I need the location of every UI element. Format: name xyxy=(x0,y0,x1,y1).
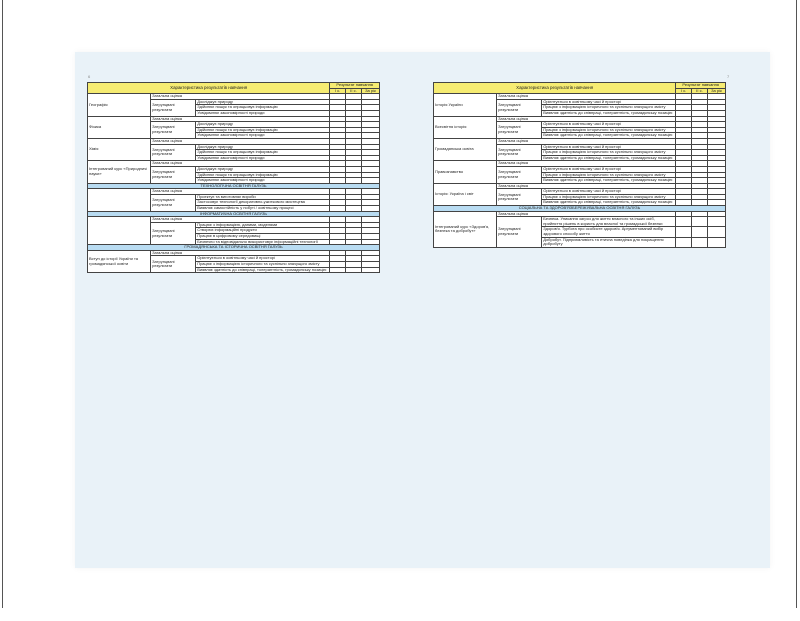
grouped-results-label: Затрупцвані результати xyxy=(151,99,196,116)
subject-name: Правознавство xyxy=(434,161,497,183)
result-description: Безпечно та відповідально використовує інформаційні технології xyxy=(196,239,330,245)
result-description: Здійснює пошук та опрацьовує інформацію xyxy=(196,172,330,178)
grade-cell[interactable] xyxy=(676,217,692,227)
result-description: Працює в цифровому середовищі xyxy=(196,234,330,240)
result-description: Здійснює пошук та опрацьовує інформацію xyxy=(196,127,330,133)
general-assessment-label: Загальна оцінка xyxy=(151,94,330,100)
subject-name xyxy=(88,217,151,245)
result-description: Виявляє здатність до співпраці, толерантність, громадянську позицію xyxy=(542,200,676,206)
grade-cell[interactable] xyxy=(361,267,379,273)
section-title: СОЦІАЛЬНА ТА ЗДОРОВ'ЯЗБЕРЕЖУВАЛЬНА ОСВІТНЯ ГАЛУЗЬ xyxy=(434,206,726,212)
result-description: Проектує та виготовляє вироби xyxy=(196,194,330,200)
grouped-results-label: Затрупцвані результати xyxy=(497,217,542,248)
result-description: Орієнтується в освітньому часі й просторі xyxy=(542,99,676,105)
result-description: Усвідомлює закономірності природи xyxy=(196,133,330,139)
grade-cell[interactable] xyxy=(346,267,362,273)
result-description: Орієнтується в освітньому часі й просторі xyxy=(196,256,330,262)
table-header-col: II с. xyxy=(346,88,362,94)
result-description: Орієнтується в освітньому часі й просторі xyxy=(542,166,676,172)
table-header-title: Характеристика результатів навчання xyxy=(434,83,676,94)
table-header-col: II с. xyxy=(692,88,708,94)
table-header-title: Характеристика результатів навчання xyxy=(88,83,330,94)
general-assessment-label: Загальна оцінка xyxy=(497,161,676,167)
subject-name: Інтегрований курс «Здоров'я, безпека та добробут» xyxy=(434,211,497,247)
table-header-result: Результат навчання xyxy=(676,83,726,89)
result-description: Досліджує природу xyxy=(196,122,330,128)
general-assessment-label: Загальна оцінка xyxy=(497,211,676,217)
result-description: Досліджує природу xyxy=(196,166,330,172)
section-title: ІНФОРМАТИЧНА ОСВІТНЯ ГАЛУЗЬ xyxy=(88,211,380,217)
general-assessment-label: Загальна оцінка xyxy=(151,161,330,167)
result-description: Працює з інформацією історичного та суспільно значущого змісту xyxy=(542,194,676,200)
result-description: Здоров'я. Турбота про особисте здоров'я. Аргументований вибір здорового способу життя xyxy=(542,227,676,237)
grade-cell[interactable] xyxy=(707,227,725,237)
grade-cell[interactable] xyxy=(692,227,708,237)
general-assessment-label: Загальна оцінка xyxy=(151,116,330,122)
result-description: Створює інформаційні продукти xyxy=(196,228,330,234)
result-description: Працює з інформацією історичного та суспільно значущого змісту xyxy=(542,127,676,133)
result-description: Добробут. Підприємливість та етична поведінка для покращення добробуту xyxy=(542,237,676,247)
grouped-results-label: Затрупцвані результати xyxy=(151,144,196,161)
result-description: Застосовує технології декоративно-ужиткового мистецтва xyxy=(196,200,330,206)
general-assessment-label: Загальна оцінка xyxy=(497,116,676,122)
general-assessment-label: Загальна оцінка xyxy=(151,217,330,223)
results-table xyxy=(87,82,380,273)
grade-cell[interactable] xyxy=(707,217,725,227)
section-title: ТЕХНОЛОГІЧНА ОСВІТНЯ ГАЛУЗЬ xyxy=(88,183,380,189)
page-number-right: 7 xyxy=(727,74,730,79)
result-description: Безпека. Уникання загроз для життя власного та інших осіб, прийняття рішень в користь для власної та громадської безпеки xyxy=(542,217,676,227)
result-description: Працює з інформацією історичного та суспільно значущого змісту xyxy=(196,262,330,268)
grouped-results-label: Затрупцвані результати xyxy=(497,189,542,206)
result-description: Усвідомлює закономірності природи xyxy=(196,155,330,161)
page-spread xyxy=(75,52,770,568)
frame-line-left xyxy=(2,0,3,608)
grade-cell[interactable] xyxy=(692,217,708,227)
results-table xyxy=(433,82,726,248)
result-description: Усвідомлює закономірності природи xyxy=(196,178,330,184)
result-description: Досліджує природу xyxy=(196,144,330,150)
grade-cell[interactable] xyxy=(676,227,692,237)
general-assessment-label: Загальна оцінка xyxy=(151,138,330,144)
result-description: Усвідомлює закономірності природи xyxy=(196,110,330,116)
result-description: Виявляє здатність до співпраці, толерантність, громадянську позицію xyxy=(542,110,676,116)
subject-name: Всесвітня історія xyxy=(434,116,497,138)
result-description: Виявляє самостійність у побуті / освітньому процесі xyxy=(196,206,330,212)
result-description: Досліджує природу xyxy=(196,99,330,105)
subject-name: Географія xyxy=(88,94,151,116)
general-assessment-label: Загальна оцінка xyxy=(151,189,330,195)
result-description: Орієнтується в освітньому часі й просторі xyxy=(542,189,676,195)
subject-name: Хімія xyxy=(88,138,151,160)
result-description: Здійснює пошук та опрацьовує інформацію xyxy=(196,105,330,111)
table-header-col: I с. xyxy=(676,88,692,94)
frame-line-right xyxy=(796,0,797,608)
grouped-results-label: Затрупцвані результати xyxy=(151,256,196,273)
grouped-results-label: Затрупцвані результати xyxy=(151,194,196,211)
table-header-col: За рік xyxy=(707,88,725,94)
general-assessment-label: Загальна оцінка xyxy=(151,250,330,256)
section-title: ГРОМАДЯНСЬКА ТА ІСТОРИЧНА ОСВІТНЯ ГАЛУЗЬ xyxy=(88,245,380,251)
result-description: Виявляє здатність до співпраці, толерантність, громадянську позицію xyxy=(542,178,676,184)
page-number-left: 6 xyxy=(88,74,91,79)
grade-cell[interactable] xyxy=(707,237,725,247)
subject-name: Громадянська освіта xyxy=(434,138,497,160)
page-left xyxy=(87,82,380,273)
result-description: Орієнтується в освітньому часі й просторі xyxy=(542,122,676,128)
grouped-results-label: Затрупцвані результати xyxy=(151,222,196,244)
subject-name: Фізика xyxy=(88,116,151,138)
general-assessment-label: Загальна оцінка xyxy=(497,94,676,100)
result-description: Працює з інформацією історичного та суспільно значущого змісту xyxy=(542,172,676,178)
subject-name xyxy=(88,189,151,211)
subject-name: Інтегрований курс «Природничі науки» xyxy=(88,161,151,183)
grouped-results-label: Затрупцвані результати xyxy=(497,99,542,116)
result-description: Виявляє здатність до співпраці, толерантність, громадянську позицію xyxy=(542,155,676,161)
result-description: Працює з інформацією історичного та суспільно значущого змісту xyxy=(542,105,676,111)
table-header-col: За рік xyxy=(361,88,379,94)
result-description: Орієнтується в освітньому часі й просторі xyxy=(542,144,676,150)
result-description: Виявляє здатність до співпраці, толерантність, громадянську позицію xyxy=(542,133,676,139)
table-header-col: I с. xyxy=(330,88,346,94)
general-assessment-label: Загальна оцінка xyxy=(497,138,676,144)
page-right xyxy=(433,82,726,248)
grade-cell[interactable] xyxy=(692,237,708,247)
subject-name: Історія: Україна і світ xyxy=(434,183,497,205)
subject-name: Вступ до історії України та громадянської освіти xyxy=(88,250,151,272)
grouped-results-label: Затрупцвані результати xyxy=(497,166,542,183)
table-header-result: Результат навчання xyxy=(330,83,380,89)
result-description: Працює з інформацією історичного та суспільно значущого змісту xyxy=(542,150,676,156)
result-description: Виявляє здатність до співпраці, толерантність, громадянську позицію xyxy=(196,267,330,273)
grouped-results-label: Затрупцвані результати xyxy=(151,122,196,139)
grouped-results-label: Затрупцвані результати xyxy=(497,144,542,161)
result-description: Здійснює пошук та опрацьовує інформацію xyxy=(196,150,330,156)
grouped-results-label: Затрупцвані результати xyxy=(497,122,542,139)
general-assessment-label: Загальна оцінка xyxy=(497,183,676,189)
grouped-results-label: Затрупцвані результати xyxy=(151,166,196,183)
grade-cell[interactable] xyxy=(330,267,346,273)
subject-name: Історія України xyxy=(434,94,497,116)
result-description: Працює з інформацією, даними, моделями xyxy=(196,222,330,228)
grade-cell[interactable] xyxy=(676,237,692,247)
